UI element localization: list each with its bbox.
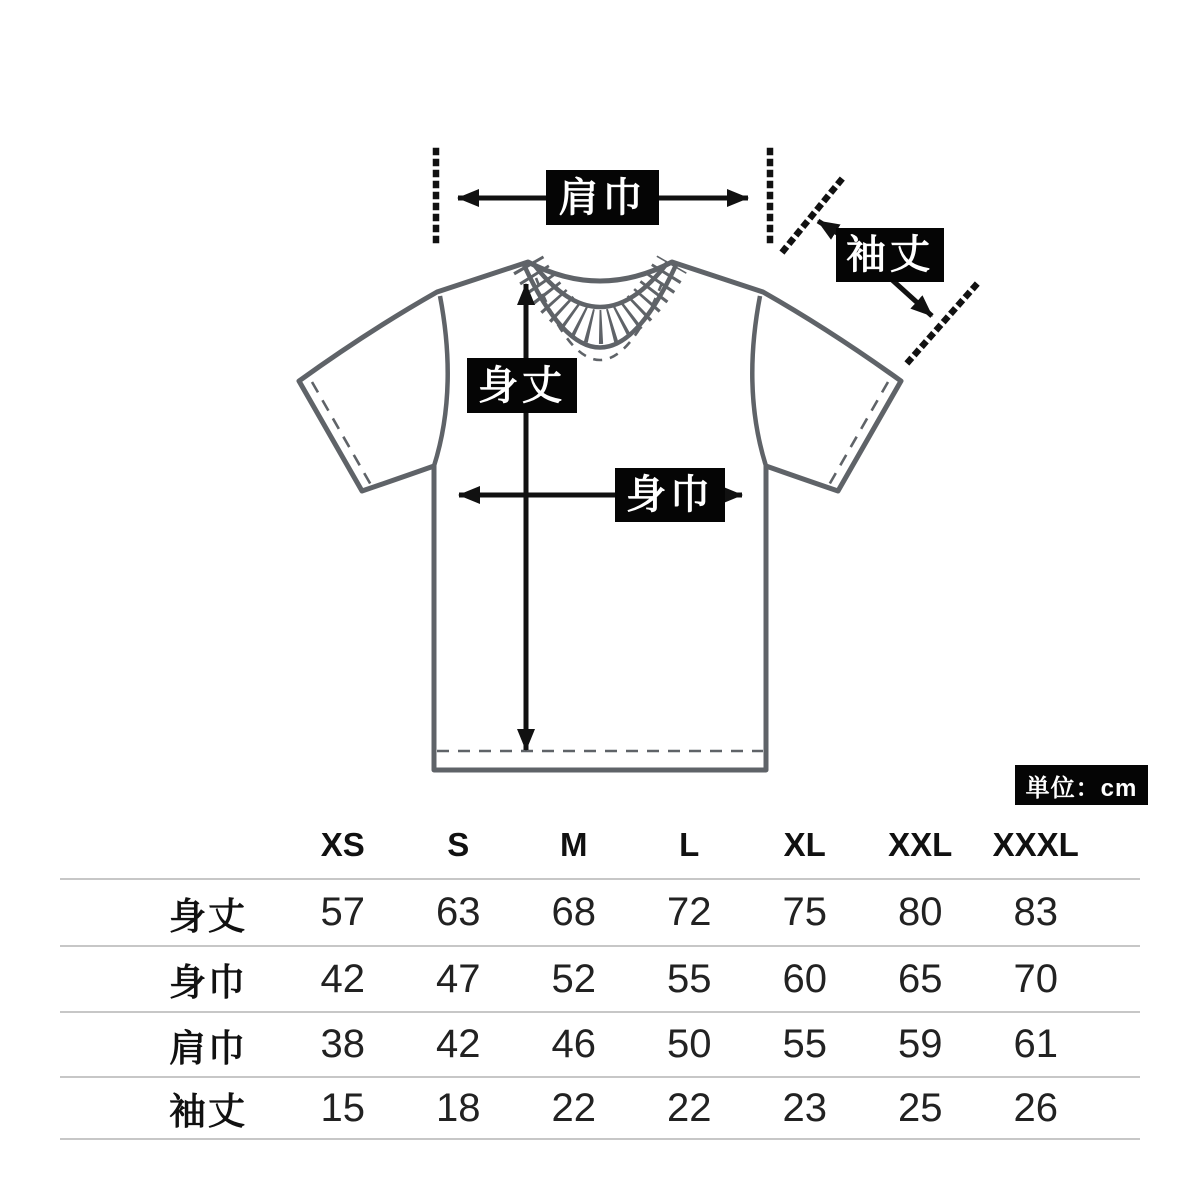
cell-sleeve-length-m: 22 (516, 1078, 632, 1140)
cell-body-length-xs: 57 (285, 880, 401, 947)
row-label-body-length: 身丈 (60, 880, 285, 947)
row-label-body-width: 身巾 (60, 947, 285, 1013)
cell-sleeve-length-s: 18 (401, 1078, 517, 1140)
cell-sleeve-length-xxxl: 26 (978, 1078, 1094, 1140)
cell-body-length-xxl: 80 (863, 880, 979, 947)
tag-body-length: 身丈 (467, 358, 577, 413)
cell-body-length-xxxl: 83 (978, 880, 1094, 947)
cell-body-width-xxxl: 70 (978, 947, 1094, 1013)
cell-sleeve-length-l: 22 (632, 1078, 748, 1140)
column-header-xxl: XXL (863, 812, 979, 880)
column-header-xl: XL (747, 812, 863, 880)
cell-body-length-m: 68 (516, 880, 632, 947)
cell-shoulder-width-xxl: 59 (863, 1013, 979, 1078)
column-header-s: S (401, 812, 517, 880)
column-header-m: M (516, 812, 632, 880)
tag-sleeve-length: 袖丈 (836, 228, 944, 282)
column-header-xs: XS (285, 812, 401, 880)
cell-body-width-m: 52 (516, 947, 632, 1013)
column-header-xxxl: XXXL (978, 812, 1094, 880)
unit-badge: 単位：cm (1015, 765, 1148, 805)
cell-sleeve-length-xs: 15 (285, 1078, 401, 1140)
cell-body-width-xs: 42 (285, 947, 401, 1013)
cell-body-width-s: 47 (401, 947, 517, 1013)
cell-sleeve-length-xl: 23 (747, 1078, 863, 1140)
tag-body-width: 身巾 (615, 468, 725, 522)
cell-shoulder-width-xxxl: 61 (978, 1013, 1094, 1078)
size-table (60, 812, 1140, 1140)
cell-shoulder-width-m: 46 (516, 1013, 632, 1078)
row-label-shoulder-width: 肩巾 (60, 1013, 285, 1078)
cell-body-length-xl: 75 (747, 880, 863, 947)
cell-body-width-l: 55 (632, 947, 748, 1013)
guide-sleeve-end (909, 285, 976, 361)
table-corner-cell (60, 812, 285, 880)
cell-body-width-xxl: 65 (863, 947, 979, 1013)
cell-body-length-l: 72 (632, 880, 748, 947)
cell-body-width-xl: 60 (747, 947, 863, 1013)
cell-sleeve-length-xxl: 25 (863, 1078, 979, 1140)
cell-shoulder-width-s: 42 (401, 1013, 517, 1078)
tag-shoulder-width: 肩巾 (546, 170, 659, 225)
row-label-sleeve-length: 袖丈 (60, 1078, 285, 1140)
column-header-l: L (632, 812, 748, 880)
sleeve-length-arrow-lower (890, 278, 932, 316)
cell-shoulder-width-l: 50 (632, 1013, 748, 1078)
cell-body-length-s: 63 (401, 880, 517, 947)
cell-shoulder-width-xs: 38 (285, 1013, 401, 1078)
cell-shoulder-width-xl: 55 (747, 1013, 863, 1078)
